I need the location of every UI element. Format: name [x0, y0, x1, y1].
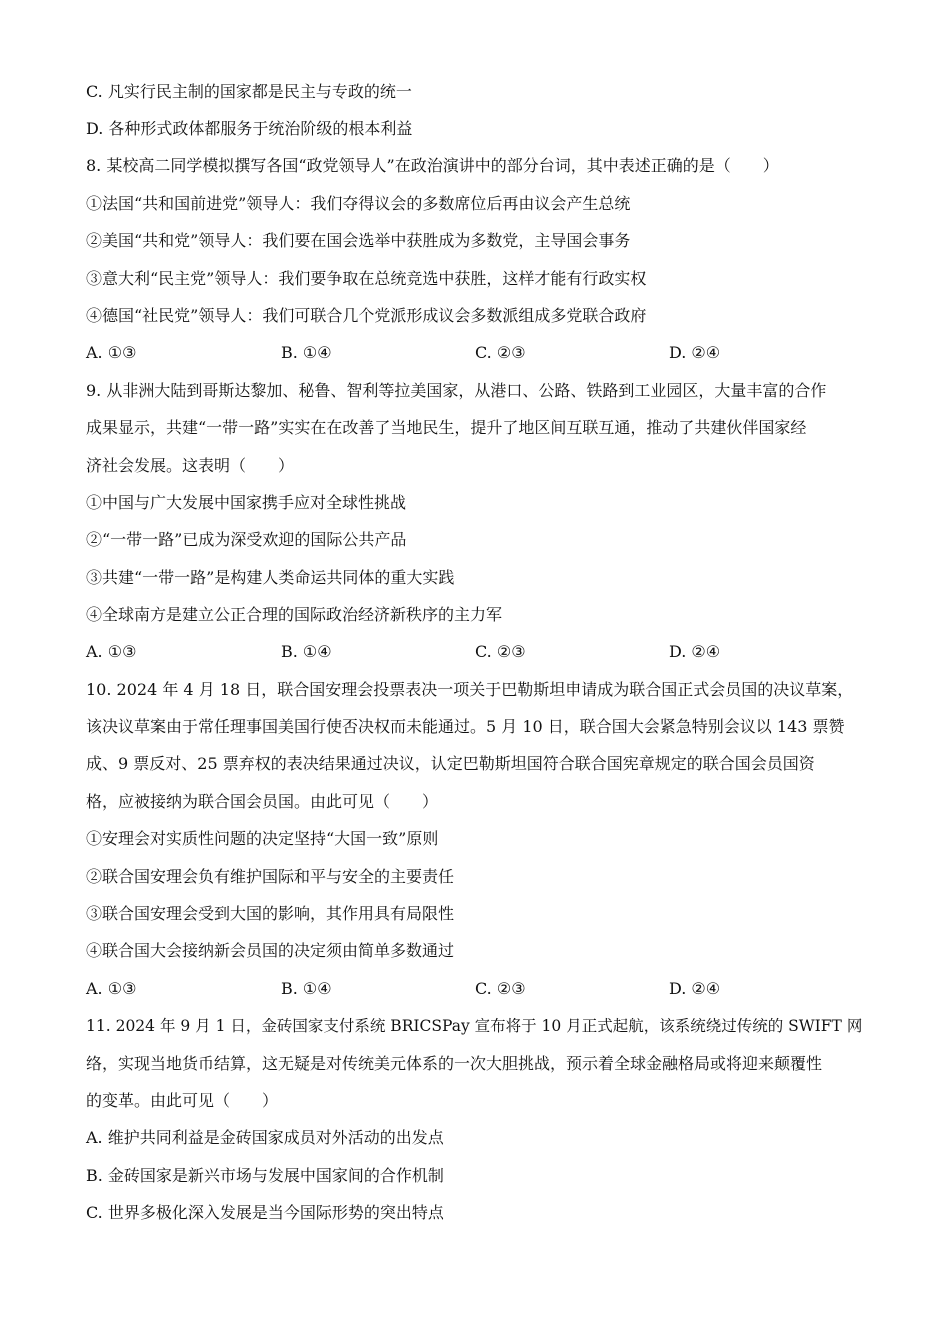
q11-stem-line-2: 络，实现当地货币结算，这无疑是对传统美元体系的一次大胆挑战，预示着全球金融格局或将迎来颠覆性: [86, 1054, 823, 1073]
q9-option-a: A. ①③: [86, 642, 137, 661]
q8-option-a: A. ①③: [86, 343, 137, 362]
q11-stem-line-3: 的变革。由此可见（ ）: [86, 1091, 279, 1110]
q10-item-2: ②联合国安理会负有维护国际和平与安全的主要责任: [86, 867, 455, 886]
q9-option-b: B. ①④: [281, 642, 332, 661]
q11-choice-b: B. 金砖国家是新兴市场与发展中国家间的合作机制: [86, 1166, 444, 1185]
q10-option-b: B. ①④: [281, 979, 332, 998]
q10-option-a: A. ①③: [86, 979, 137, 998]
q9-stem-line-3: 济社会发展。这表明（ ）: [86, 456, 295, 475]
q10-item-1: ①安理会对实质性问题的决定坚持“大国一致”原则: [86, 829, 439, 848]
q8-item-4: ④德国“社民党”领导人：我们可联合几个党派形成议会多数派组成多党联合政府: [86, 306, 647, 325]
q9-item-1: ①中国与广大发展中国家携手应对全球性挑战: [86, 493, 407, 512]
q7-choice-c: C. 凡实行民主制的国家都是民主与专政的统一: [86, 82, 412, 101]
q10-stem-line-2: 该决议草案由于常任理事国美国行使否决权而未能通过。5 月 10 日，联合国大会紧急特别会议以 143 票赞: [86, 717, 845, 736]
q10-stem-line-4: 格，应被接纳为联合国会员国。由此可见（ ）: [86, 792, 439, 811]
q11-choice-a: A. 维护共同利益是金砖国家成员对外活动的出发点: [86, 1128, 444, 1147]
q10-stem-line-1: 10. 2024 年 4 月 18 日，联合国安理会投票表决一项关于巴勒斯坦申请成为联合国正式会员国的决议草案，: [86, 680, 854, 699]
q8-option-c: C. ②③: [475, 343, 526, 362]
q10-item-3: ③联合国安理会受到大国的影响，其作用具有局限性: [86, 904, 455, 923]
q8-option-d: D. ②④: [669, 343, 721, 362]
q9-option-d: D. ②④: [669, 642, 721, 661]
q8-item-2: ②美国“共和党”领导人：我们要在国会选举中获胜成为多数党，主导国会事务: [86, 231, 631, 250]
q9-item-4: ④全球南方是建立公正合理的国际政治经济新秩序的主力军: [86, 605, 503, 624]
q10-options: [86, 979, 866, 999]
q9-options: [86, 642, 866, 662]
q8-item-1: ①法国“共和国前进党”领导人：我们夺得议会的多数席位后再由议会产生总统: [86, 194, 631, 213]
q9-item-3: ③共建“一带一路”是构建人类命运共同体的重大实践: [86, 568, 455, 587]
q8-options: [86, 343, 866, 363]
q8-stem: 8. 某校高二同学模拟撰写各国“政党领导人”在政治演讲中的部分台词，其中表述正确的是（ ）: [86, 156, 779, 175]
q9-stem-line-2: 成果显示，共建“一带一路”实实在在改善了当地民生，提升了地区间互联互通，推动了共建伙伴国家经: [86, 418, 807, 437]
q9-stem-line-1: 9. 从非洲大陆到哥斯达黎加、秘鲁、智利等拉美国家，从港口、公路、铁路到工业园区，大量丰富的合作: [86, 381, 827, 400]
q11-stem-line-1: 11. 2024 年 9 月 1 日，金砖国家支付系统 BRICSPay 宣布将于 10 月正式起航，该系统绕过传统的 SWIFT 网: [86, 1017, 863, 1035]
q8-option-b: B. ①④: [281, 343, 332, 362]
q9-item-2: ②“一带一路”已成为深受欢迎的国际公共产品: [86, 530, 407, 549]
q10-option-d: D. ②④: [669, 979, 721, 998]
q10-item-4: ④联合国大会接纳新会员国的决定须由简单多数通过: [86, 941, 455, 960]
q11-choice-c: C. 世界多极化深入发展是当今国际形势的突出特点: [86, 1203, 444, 1222]
q7-choice-d: D. 各种形式政体都服务于统治阶级的根本利益: [86, 119, 413, 138]
q10-option-c: C. ②③: [475, 979, 526, 998]
q9-option-c: C. ②③: [475, 642, 526, 661]
q10-stem-line-3: 成、9 票反对、25 票弃权的表决结果通过决议，认定巴勒斯坦国符合联合国宪章规定的联合国会员国资: [86, 754, 815, 773]
q8-item-3: ③意大利“民主党”领导人：我们要争取在总统竞选中获胜，这样才能有行政实权: [86, 269, 647, 288]
